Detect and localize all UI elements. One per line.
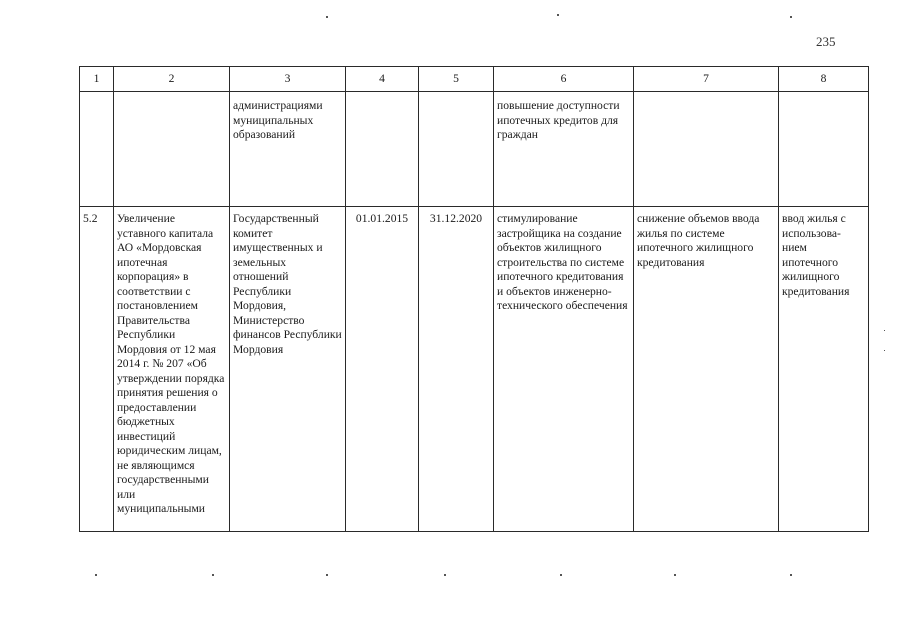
cell-expected-result: повышение доступности ипотечных кредитов для граждан [494, 92, 634, 207]
scan-speck [884, 330, 885, 331]
cell-start-date [346, 92, 419, 207]
cell-consequences: снижение объемов ввода жилья по системе ипотечного жилищного кредитования [634, 207, 779, 532]
cell-responsible: Государственный комитет имущественных и земельных отношений Республики Мордовия, Министерство финансов Республики Мордовия [230, 207, 346, 532]
cell-number: 5.2 [80, 207, 114, 532]
cell-measure: Увеличение уставного капитала АО «Мордовская ипотечная корпорация» в соответствии с постановлением Правительства Республики Мордовия от 12 мая 2014 г. № 207 «Об утверждении порядка принятия решения о предоставлении бюджетных инвестиций юридическим лицам, не являющимся государственными или муниципальными [114, 207, 230, 532]
table-row-continuation [80, 92, 869, 207]
scan-speck [326, 574, 328, 576]
scan-speck [212, 574, 214, 576]
scan-speck [560, 574, 562, 576]
column-header-7: 7 [634, 67, 779, 92]
scan-speck [95, 574, 97, 576]
cell-measure [114, 92, 230, 207]
column-header-4: 4 [346, 67, 419, 92]
column-number-row [80, 67, 869, 92]
scan-speck [790, 574, 792, 576]
scan-speck [884, 350, 885, 351]
scan-speck [326, 16, 328, 18]
cell-start-date: 01.01.2015 [346, 207, 419, 532]
cell-expected-result: стимулирование застройщика на создание объектов жилищного строительства по системе ипотечного кредитования и объектов инженерно-технического обеспечения [494, 207, 634, 532]
column-header-1: 1 [80, 67, 114, 92]
cell-consequences [634, 92, 779, 207]
scan-speck [557, 14, 559, 16]
cell-indicator [779, 92, 869, 207]
cell-responsible: администрациями муниципальных образований [230, 92, 346, 207]
page-number: 235 [816, 34, 836, 49]
measures-table [79, 66, 869, 532]
column-header-3: 3 [230, 67, 346, 92]
scan-speck [444, 574, 446, 576]
column-header-8: 8 [779, 67, 869, 92]
cell-end-date [419, 92, 494, 207]
column-header-5: 5 [419, 67, 494, 92]
scan-speck [790, 16, 792, 18]
column-header-2: 2 [114, 67, 230, 92]
cell-indicator: ввод жилья с использова-нием ипотечного жилищного кредитования [779, 207, 869, 532]
scan-speck [674, 574, 676, 576]
cell-number [80, 92, 114, 207]
cell-end-date: 31.12.2020 [419, 207, 494, 532]
table-row-5-2 [80, 207, 869, 532]
column-header-6: 6 [494, 67, 634, 92]
